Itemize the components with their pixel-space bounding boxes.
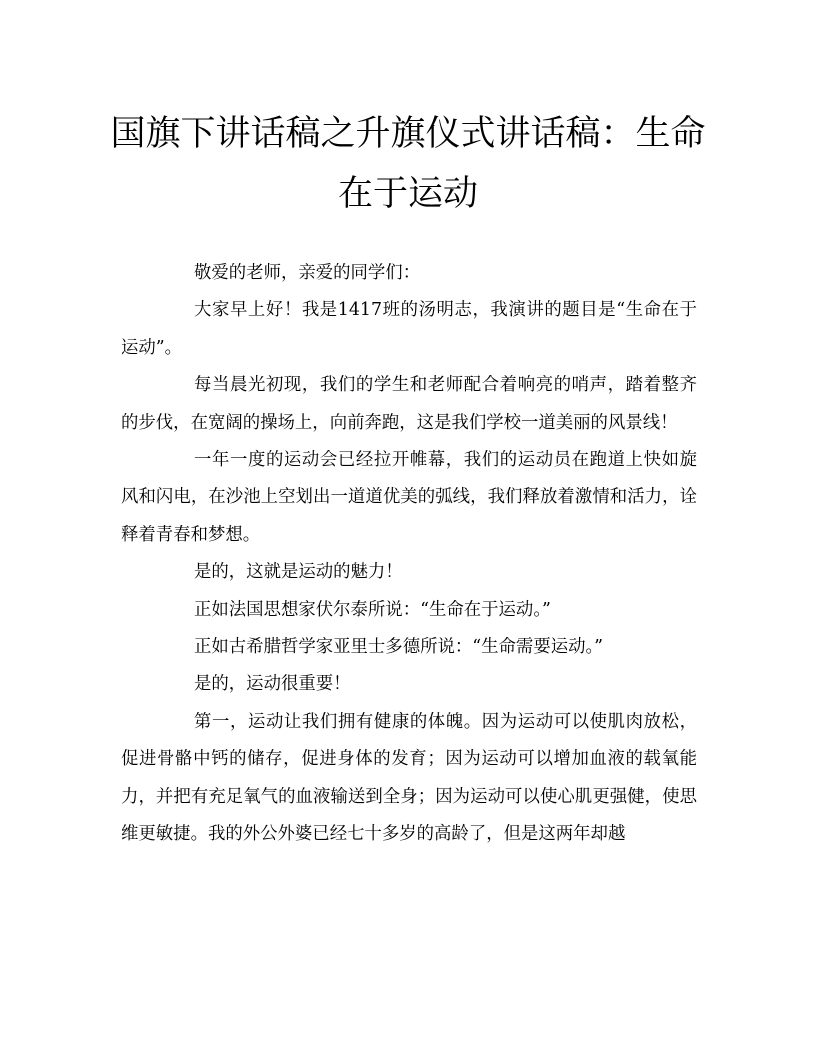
paragraph-voltaire-quote: 正如法国思想家伏尔泰所说：“生命在于运动。” [194,599,551,620]
document-title: 国旗下讲话稿之升旗仪式讲话稿：生命在于运动 [110,114,706,214]
paragraph-importance: 是的，运动很重要！ [194,674,351,695]
paragraph-charm: 是的，这就是运动的魅力！ [194,562,403,583]
paragraph-morning-run: 每当晨光初现，我们的学生和老师配合着响亮的哨声，踏着整齐的步伐，在宽阔的操场上，向前奔跑，这是我们学校一道美丽的风景线！ [121,375,697,433]
document-body [121,255,697,854]
paragraph-sports-meet: 一年一度的运动会已经拉开帷幕，我们的运动员在跑道上快如旋风和闪电，在沙池上空划出一道道优美的弧线，我们释放着激情和活力，诠释着青春和梦想。 [121,450,697,545]
paragraph-aristotle-quote: 正如古希腊哲学家亚里士多德所说：“生命需要运动。” [194,637,604,658]
paragraph-first-point: 第一，运动让我们拥有健康的体魄。因为运动可以使肌肉放松，促进骨骼中钙的储存，促进身体的发育；因为运动可以增加血液的载氧能力，并把有充足氧气的血液输送到全身；因为运动可以使心肌更强健，使思维更敏捷。我的外公外婆已经七十多岁的高龄了，但是这两年却越 [121,711,697,845]
paragraph-salutation: 敬爱的老师，亲爱的同学们： [194,263,421,283]
paragraph-greeting: 大家早上好！我是1417班的汤明志，我演讲的题目是“生命在于运动”。 [121,300,697,358]
